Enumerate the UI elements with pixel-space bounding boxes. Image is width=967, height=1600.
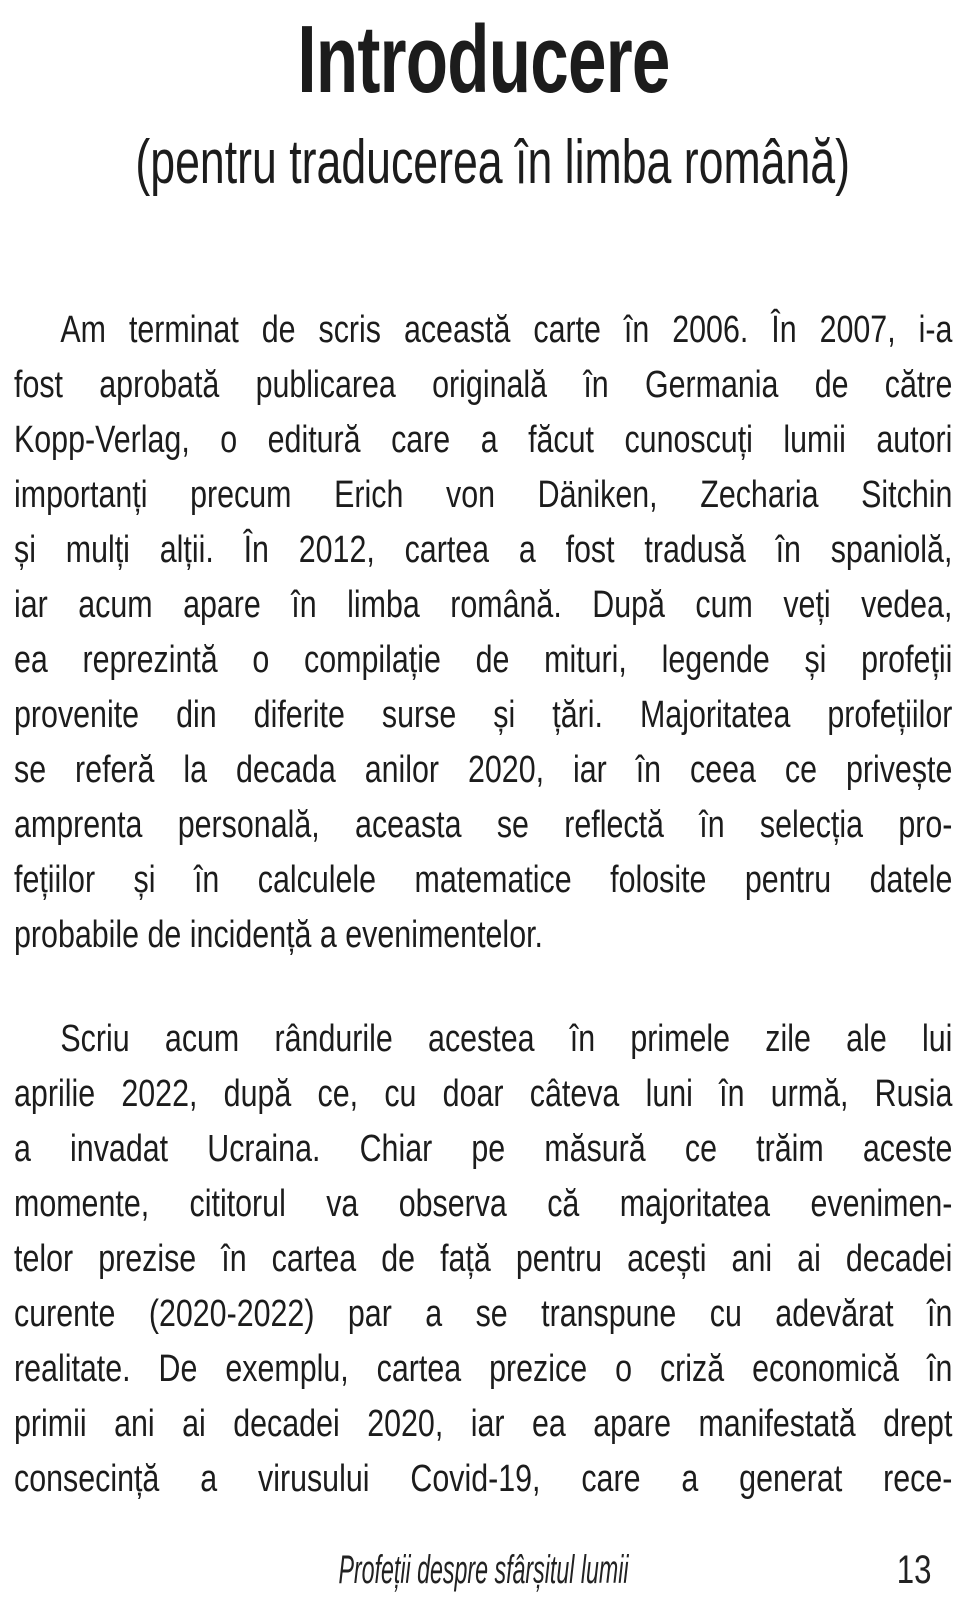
paragraph-1: [14, 303, 952, 963]
text-line: fețiilor și în calculele matematice folosite pentru datele: [14, 859, 953, 901]
text-line: realitate. De exemplu, cartea prezice o criză economică în: [14, 1348, 953, 1390]
page-footer: [14, 1548, 953, 1596]
page-title: Introducere: [297, 6, 670, 113]
text-line: se referă la decada anilor 2020, iar în ceea ce privește: [14, 749, 953, 791]
text-line: aprilie 2022, după ce, cu doar câteva luni în urmă, Rusia: [14, 1073, 953, 1115]
text-line: a invadat Ucraina. Chiar pe măsură ce trăim aceste: [14, 1128, 953, 1170]
text-line: Kopp-Verlag, o editură care a făcut cunoscuți lumii autori: [14, 419, 953, 461]
page-number: 13: [896, 1548, 931, 1592]
text-line: importanți precum Erich von Däniken, Zecharia Sitchin: [14, 474, 953, 516]
text-line: Scriu acum rândurile acestea în primele zile ale lui: [60, 1018, 953, 1060]
text-line: amprenta personală, aceasta se reflectă în selecția pro-: [14, 804, 953, 846]
text-line: consecință a virusului Covid-19, care a generat rece-: [14, 1458, 953, 1500]
paragraph-2: [14, 1012, 952, 1507]
text-line: provenite din diferite surse și țări. Majoritatea profețiilor: [14, 694, 953, 736]
text-line: Am terminat de scris această carte în 2006. În 2007, i-a: [60, 309, 953, 351]
text-line: ea reprezintă o compilație de mituri, legende și profeții: [14, 639, 953, 681]
text-line: probabile de incidență a evenimentelor.: [14, 914, 543, 956]
text-line: primii ani ai decadei 2020, iar ea apare manifestată drept: [14, 1403, 953, 1445]
page-subtitle: (pentru traducerea în limba română): [135, 128, 850, 197]
text-line: telor prezise în cartea de față pentru acești ani ai decadei: [14, 1238, 953, 1280]
text-line: momente, cititorul va observa că majoritatea evenimen-: [14, 1183, 953, 1225]
text-line: fost aprobată publicarea originală în Germania de către: [14, 364, 953, 406]
text-line: și mulți alții. În 2012, cartea a fost tradusă în spaniolă,: [14, 529, 953, 571]
text-line: iar acum apare în limba română. După cum veți vedea,: [14, 584, 953, 626]
running-book-title: Profeții despre sfârșitul lumii: [338, 1548, 629, 1592]
text-line: curente (2020-2022) par a se transpune cu adevărat în: [14, 1293, 953, 1335]
body-text: [14, 303, 952, 1507]
